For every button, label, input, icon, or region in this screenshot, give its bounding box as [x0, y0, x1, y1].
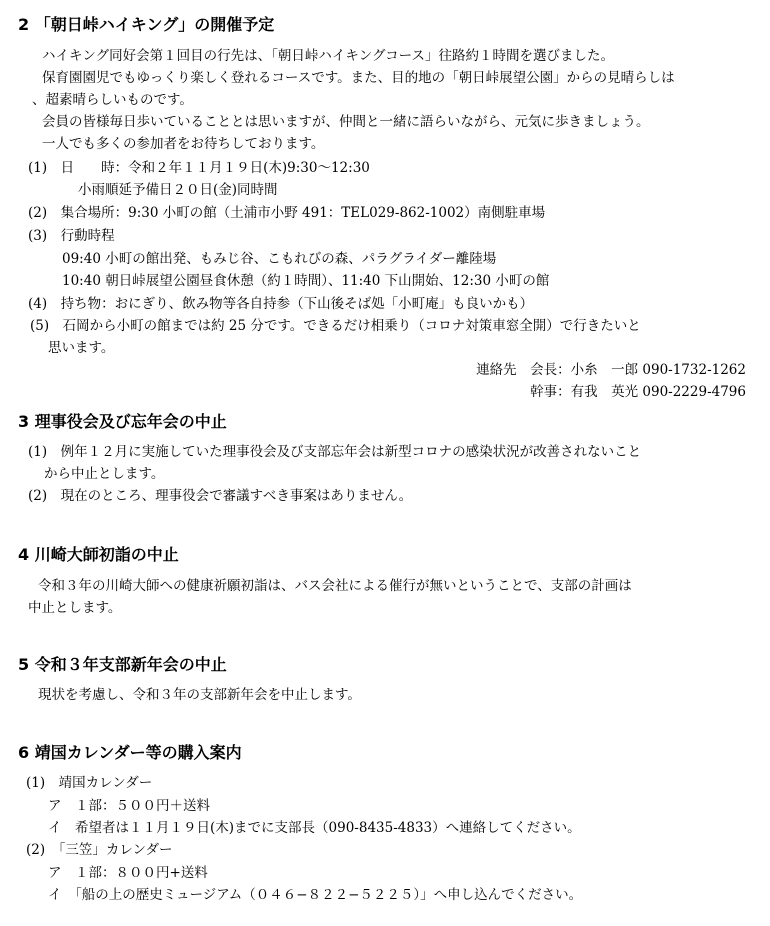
list-item-sub: ア １部：８００円+送料 — [48, 865, 208, 881]
contact-line: 連絡先 会長：小糸 一郎 090-1732-1262 — [476, 362, 746, 378]
paragraph-line: 一人でも多くの参加者をお待ちしております。 — [42, 136, 325, 152]
paragraph-line: 会員の皆様毎日歩いていることとは思いますが、仲間と一緒に語らいながら、元気に歩きましょう。 — [42, 114, 650, 130]
paragraph-line: 令和３年の川崎大師への健康祈願初詣は、バス会社による催行が無いということで、支部の計画は — [38, 578, 632, 594]
list-item: (2) 集合場所：9:30 小町の館（土浦市小野 491：TEL029-862-1002）南側駐車場 — [28, 205, 546, 221]
section-title: 3 理事役会及び忘年会の中止 — [18, 412, 227, 431]
list-item-sub: 思います。 — [48, 340, 115, 356]
list-item: (1) 例年１２月に実施していた理事役会及び支部忘年会は新型コロナの感染状況が改善されないこと — [28, 444, 642, 460]
list-item-sub: イ 希望者は１１月１９日(木)までに支部長（090-8435-4833）へ連絡してください。 — [48, 820, 581, 836]
paragraph-line: ハイキング同好会第１回目の行先は、「朝日峠ハイキングコース」往路約１時間を選びました。 — [42, 48, 614, 64]
list-item: (2) 「三笠」カレンダー — [26, 842, 173, 858]
section-title: 5 令和３年支部新年会の中止 — [18, 655, 227, 674]
paragraph-line: 保育園園児でもゆっくり楽しく登れるコースです。また、目的地の「朝日峠展望公園」からの見晴らしは — [42, 70, 675, 86]
list-item: (1) 靖国カレンダー — [26, 775, 153, 791]
list-item-sub: 10:40 朝日峠展望公園昼食休憩（約１時間）、11:40 下山開始、12:30 小町の館 — [62, 273, 550, 289]
section-title: 6 靖国カレンダー等の購入案内 — [18, 743, 242, 762]
list-item-sub: イ 「船の上の歴史ミュージアム（０４６−８２２−５２２５）」へ申し込んでください。 — [48, 887, 583, 903]
paragraph-line: 、超素晴らしいものです。 — [32, 92, 193, 108]
section-title: 2 「朝日峠ハイキング」の開催予定 — [18, 15, 275, 34]
paragraph-line: 現状を考慮し、令和３年の支部新年会を中止します。 — [38, 687, 361, 703]
list-item-sub: 小雨順延予備日２０日(金)同時間 — [78, 182, 278, 198]
list-item: (1) 日 時：令和２年１１月１９日(木)9:30～12:30 — [28, 160, 370, 176]
list-item: (3) 行動時程 — [28, 228, 115, 244]
list-item: (4) 持ち物：おにぎり、飲み物等各自持参（下山後そば処「小町庵」も良いかも） — [28, 296, 534, 312]
list-item-sub: から中止とします。 — [44, 466, 165, 482]
list-item: (2) 現在のところ、理事役会で審議すべき事案はありません。 — [28, 488, 413, 504]
list-item-sub: ア １部：５００円＋送料 — [48, 798, 210, 814]
section-title: 4 川崎大師初詣の中止 — [18, 545, 179, 564]
list-item: (5) 石岡から小町の館までは約 25 分です。できるだけ相乗り（コロナ対策車窓全開）で行きたいと — [30, 318, 641, 334]
list-item-sub: 09:40 小町の館出発、もみじ谷、こもれびの森、パラグライダー離陸場 — [62, 251, 497, 267]
contact-line: 幹事：有我 英光 090-2229-4796 — [530, 384, 746, 400]
paragraph-line: 中止とします。 — [28, 600, 122, 616]
